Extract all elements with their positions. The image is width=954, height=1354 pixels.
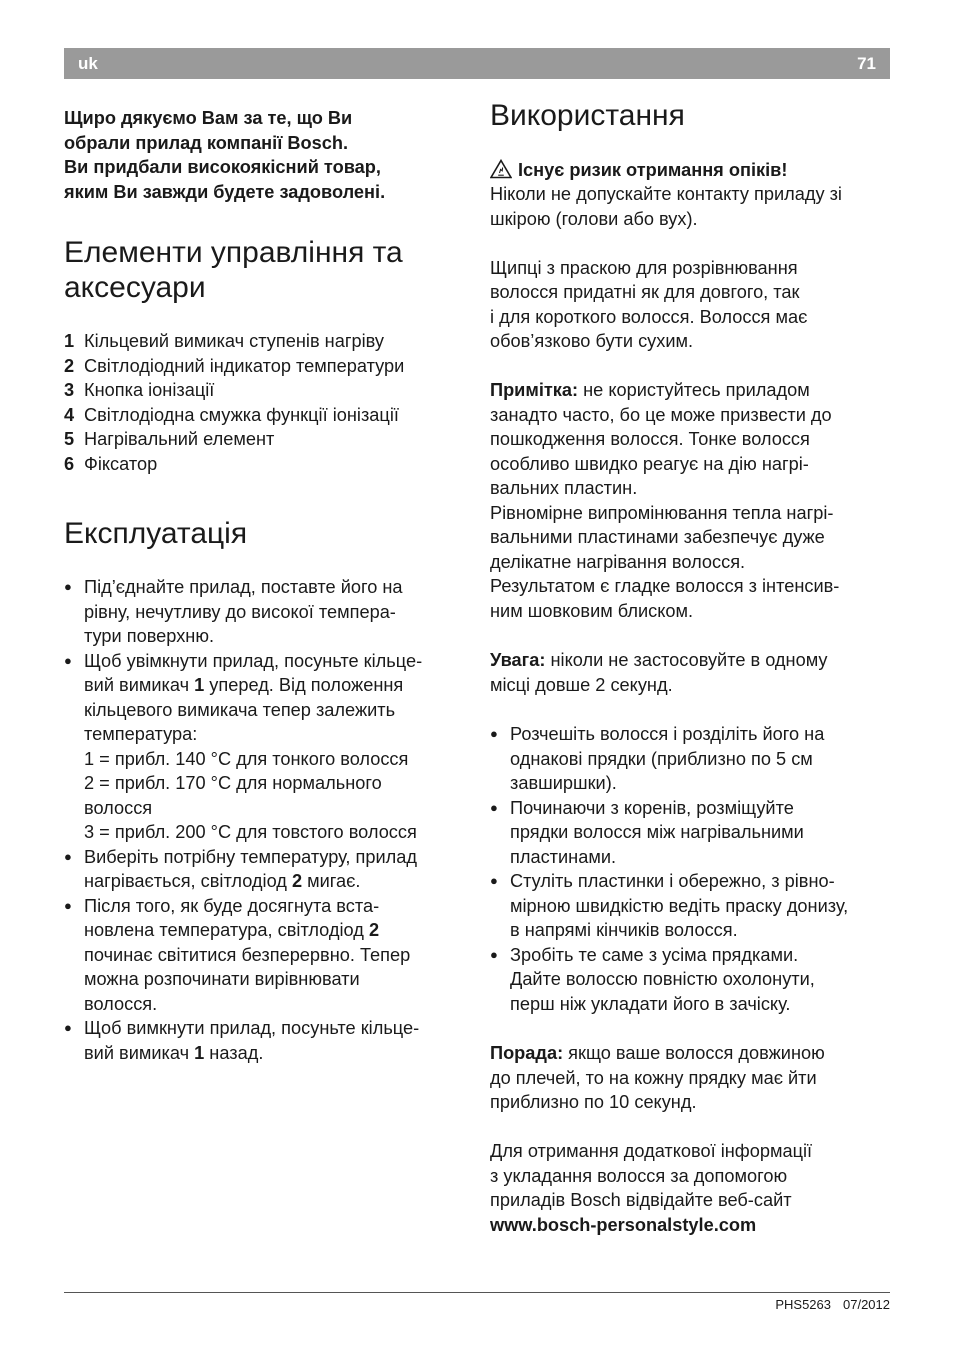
warning-heading: Існує ризик отримання опіків!: [490, 158, 787, 186]
website-link[interactable]: www.bosch-personalstyle.com: [490, 1215, 757, 1235]
bullet-icon: ●: [490, 946, 498, 962]
bullet-item: ● Щоб вимкнути прилад, посуньте кільце- вий вимикач 1 назад.: [64, 1018, 420, 1063]
list-item: [64, 354, 404, 379]
tip-label: Порада:: [490, 1043, 564, 1063]
bullet-icon: ●: [64, 579, 72, 594]
list-item: [64, 329, 404, 354]
bullet-icon: ●: [64, 652, 72, 668]
note-line: делікатне нагрівання волосся.: [490, 552, 746, 572]
edition-date: 07/2012: [843, 1297, 890, 1312]
item-text: Кнопка іонізації: [84, 380, 215, 400]
list-item: [64, 378, 404, 403]
item-text: Нагрівальний елемент: [84, 429, 275, 449]
bullet-item: ● Виберіть потрібну температуру, прилад нагрівається, світлодіод 2 мигає.: [64, 846, 418, 891]
controls-title-line-2: аксесуари: [64, 271, 206, 304]
tip-first-line: Порада: якщо ваше волосся довжиною: [490, 1043, 825, 1063]
note-line: особливо швидко реагує на дію нагрі-: [490, 454, 809, 474]
note-line: занадто часто, бо це може призвести до: [490, 405, 832, 425]
note-line: ним шовковим блиском.: [490, 601, 694, 621]
list-item: [64, 403, 404, 428]
usage-paragraph-line: Щипці з праскою для розрівнювання: [490, 258, 798, 278]
intro-line-4: яким Ви завжди будете задоволені.: [64, 182, 386, 202]
info-line: з укладання волосся за допомогою: [490, 1166, 788, 1186]
bullet-icon: ●: [64, 897, 72, 913]
intro-line-2: обрали прилад компанії Bosch.: [64, 133, 349, 153]
item-text: Світлодіодний індикатор температури: [84, 355, 405, 376]
warning-text-2: шкірою (голови або вух).: [490, 209, 698, 229]
info-line: Для отримання додаткової інформації: [490, 1141, 813, 1161]
caution-first-line: Увага: ніколи не застосовуйте в одному: [490, 650, 828, 670]
note-first-line: Примітка: не користуйтесь приладом: [490, 380, 810, 400]
bullet-icon: ●: [490, 726, 498, 741]
bullet-item: ● Після того, як буде досягнута вста- новлена температура, світлодіод 2 починає світитися безперервно. Тепер можна розпочинати вирівнювати волосся.: [64, 895, 411, 1014]
info-line: приладів Bosch відвідайте веб-сайт: [490, 1190, 792, 1210]
usage-paragraph-line: волосся придатні як для довгого, так: [490, 282, 800, 302]
page-number: 71: [857, 54, 876, 73]
language-code: uk: [78, 54, 98, 73]
note-line: Рівномірне випромінювання тепла нагрі-: [490, 503, 834, 523]
tip-line: приблизно по 10 секунд.: [490, 1092, 697, 1112]
intro-line-3: Ви придбали високоякісний товар,: [64, 157, 381, 177]
bullet-icon: ●: [64, 1020, 72, 1035]
usage-title: Використання: [490, 99, 685, 132]
bullet-item: ● Починаючи з коренів, розміщуйте прядки волосся між нагрівальними пластинами.: [490, 797, 804, 867]
bullet-item: ● Розчешіть волосся і розділіть його на однакові прядки (приблизно по 5 см завширшки).: [490, 724, 825, 793]
page-header-bar: [64, 48, 890, 79]
bullet-icon: ●: [490, 873, 498, 888]
bullet-item: ● Стуліть пластинки і обережно, з рівно- мірною швидкістю ведіть праску донизу, в напрямі кінчиків волосся.: [490, 871, 849, 940]
item-number: 1: [64, 331, 75, 351]
bullet-item: ● Під’єднайте прилад, поставте його на рівну, нечутливу до високої темпера- тури поверхню.: [64, 577, 403, 646]
tip-line: до плечей, то на кожну прядку має йти: [490, 1068, 817, 1088]
list-item: [64, 452, 404, 477]
intro-line-1: Щиро дякуємо Вам за те, що Ви: [64, 108, 353, 128]
bullet-icon: ●: [490, 799, 498, 815]
operation-steps: [64, 575, 422, 1065]
bullet-item: ● Зробіть те саме з усіма прядками. Дайте волоссю повністю охолонути, перш ніж укладати його в зачіску.: [490, 944, 815, 1014]
usage-paragraph-line: і для короткого волосся. Волосся має: [490, 307, 808, 327]
usage-paragraph-line: обов’язково бути сухим.: [490, 331, 694, 351]
item-number: 6: [64, 453, 75, 474]
footer: [775, 1297, 890, 1312]
model-number: PHS5263: [775, 1297, 831, 1312]
note-label: Примітка:: [490, 380, 579, 400]
caution-line: місці довше 2 секунд.: [490, 675, 673, 695]
note-line: вальними пластинами забезпечує дуже: [490, 527, 825, 547]
operation-title: Експлуатація: [64, 517, 248, 550]
bullet-item: ● Щоб увімкнути прилад, посуньте кільце- вий вимикач 1 уперед. Від положення кільцевого вимикача тепер залежить температура: 1 = прибл. 140 °C для тонкого волосся 2 = прибл. 170 °C для нормального волосся 3 = прибл. 200 °C для товстого волосся: [64, 650, 423, 842]
caution-label: Увага:: [490, 650, 546, 670]
bullet-icon: ●: [64, 848, 72, 864]
item-number: 3: [64, 380, 75, 400]
item-number: 4: [64, 404, 75, 425]
item-number: 2: [64, 355, 75, 376]
warning-text-1: Ніколи не допускайте контакту приладу зі: [490, 184, 842, 204]
note-line: Результатом є гладке волосся з інтенсив-: [490, 576, 840, 596]
usage-steps: [490, 722, 894, 1016]
item-text: Світлодіодна смужка функції іонізації: [84, 404, 399, 425]
controls-title-line-1: Елементи управління та: [64, 236, 403, 269]
list-item: [64, 427, 404, 452]
item-number: 5: [64, 429, 75, 449]
controls-list: [64, 329, 404, 476]
note-line: вальних пластин.: [490, 478, 638, 498]
item-text: Кільцевий вимикач ступенів нагріву: [84, 331, 384, 351]
note-line: пошкодження волосся. Тонке волосся: [490, 429, 810, 449]
item-text: Фіксатор: [84, 453, 158, 474]
footer-divider: [64, 1292, 890, 1293]
